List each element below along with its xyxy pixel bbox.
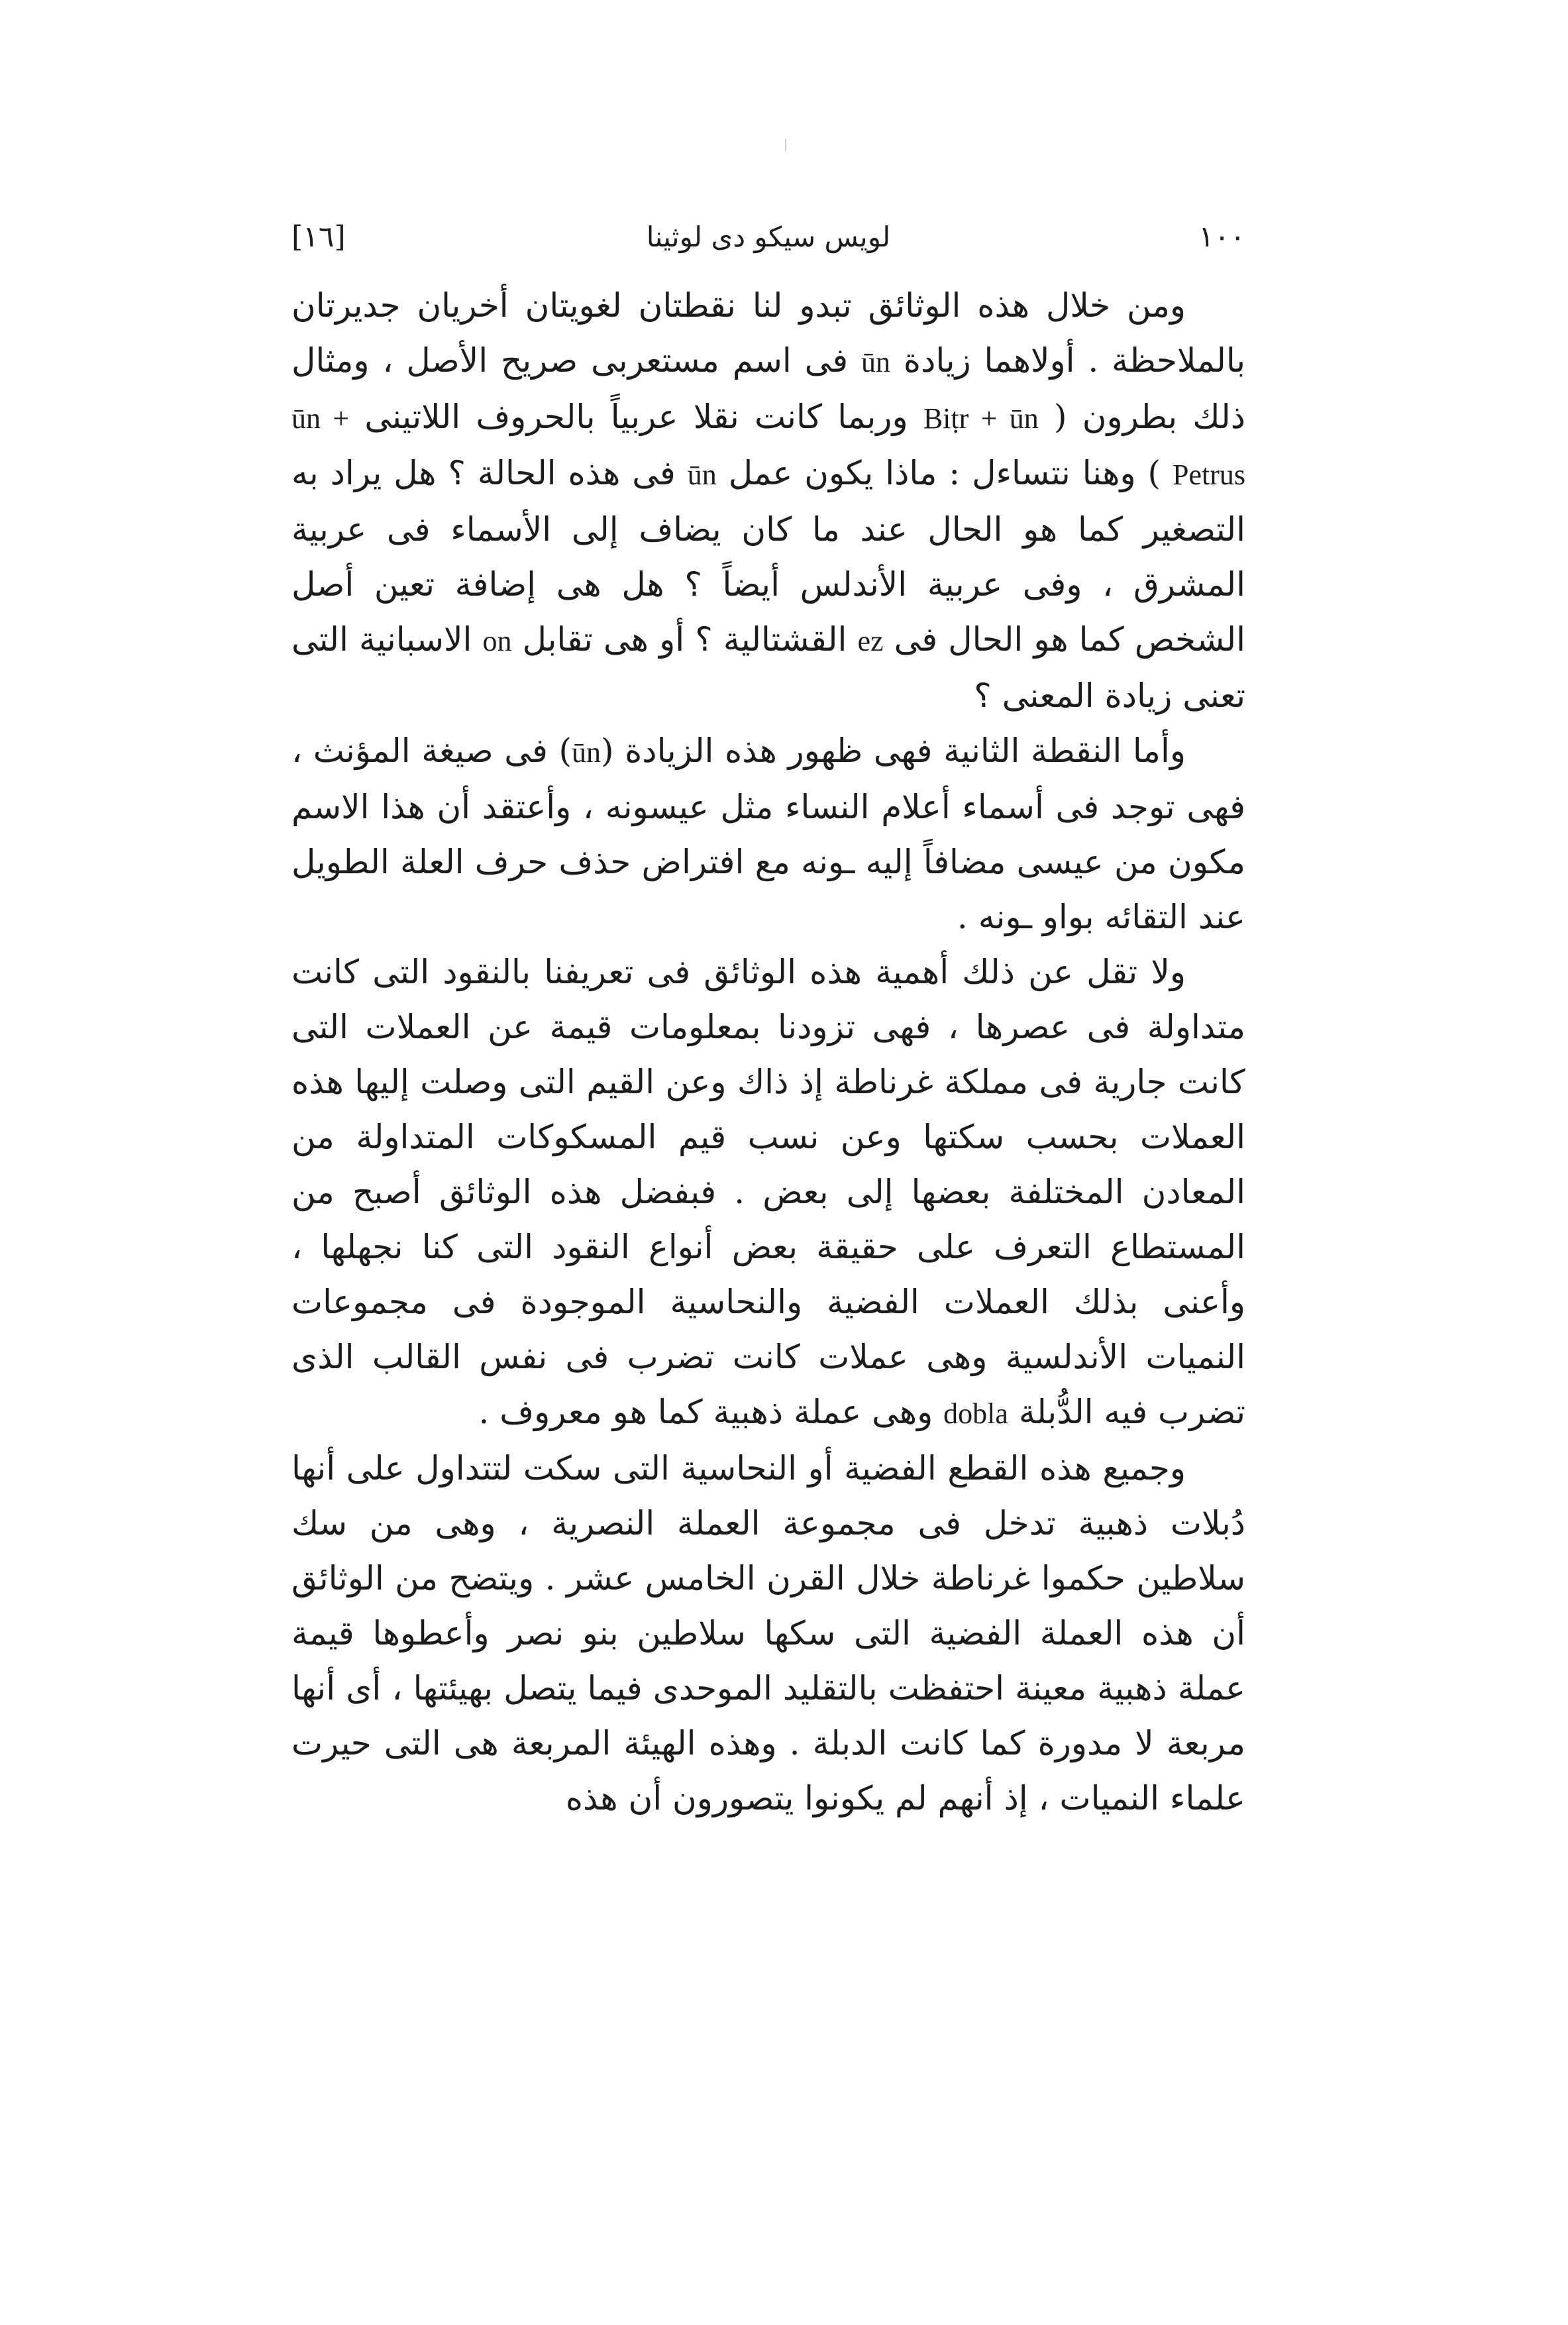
latin-term: ūn — [687, 459, 717, 491]
running-title: لويس سيكو دى لوثينا — [646, 221, 891, 253]
page-number: ١٠٠ — [1198, 220, 1245, 254]
latin-term: ūn + Petrus — [291, 402, 1245, 491]
paragraph-text: وهى عملة ذهبية كما هو معروف . — [478, 1393, 944, 1431]
paragraph-text: القشتالية ؟ أو هى تقابل — [511, 620, 858, 659]
latin-term: ūn — [861, 346, 891, 378]
paragraph — [291, 724, 1245, 945]
latin-term: ūn — [572, 736, 601, 769]
paragraph-text: ولا تقل عن ذلك أهمية هذه الوثائق فى تعريفنا بالنقود التى كانت متداولة فى عصرها ، فهى تزودنا بمعلومات قيمة عن العملات التى كانت جارية فى مملكة غرناطة إذ ذاك وعن القيم التى وصلت إليها هذه العملات بحسب سكتها وعن نسب قيم المسكوكات المتداولة من المعادن المختلفة بعضها إلى بعض . فبفضل هذه الوثائق أصبح من المستطاع التعرف على حقيقة بعض أنواع النقود التى كنا نجهلها ، وأعنى بذلك العملات الفضية والنحاسية الموجودة فى مجموعات النميات الأندلسية وهى عملات كانت تضرب فى نفس القالب الذى تضرب فيه الدُّبلة — [291, 953, 1245, 1431]
paragraph-text: ومن خلال هذه الوثائق تبدو لنا نقطتان لغويتان أخريان جديرتان بالملاحظة . أولاهما زيادة — [291, 286, 1245, 380]
latin-term: Biṭr + ūn — [923, 402, 1039, 435]
paragraph-text: وأما النقطة الثانية فهى ظهور هذه الزيادة ( — [601, 731, 1186, 770]
paragraph-text: الاسبانية التى تعنى زيادة المعنى ؟ — [291, 620, 1245, 715]
paragraph — [291, 945, 1245, 1441]
paragraph-text: وربما كانت نقلا عربياً بالحروف اللاتينى — [349, 398, 923, 436]
paragraph-text: وجميع هذه القطع الفضية أو النحاسية التى سكت لتتداول على أنها دُبلات ذهبية تدخل فى مجموعة العملة النصرية ، وهى من سك سلاطين حكموا غرناطة خلال القرن الخامس عشر . ويتضح من الوثائق أن هذه العملة الفضية التى سكها سلاطين بنو نصر وأعطوها قيمة عملة ذهبية معينة احتفظت بالتقليد الموحدى فيما يتصل بهيئتها ، أى أنها مربعة لا مدورة كما كانت الدبلة . وهذه الهيئة المربعة هى التى حيرت علماء النميات ، إذ أنهم لم يكونوا يتصورون أن هذه — [291, 1449, 1245, 1817]
paragraph — [291, 1441, 1245, 1826]
scan-mark — [785, 139, 786, 151]
paragraph-text: ) وهنا نتساءل : ماذا يكون عمل — [716, 454, 1173, 492]
paragraph-text: ) فى صيغة المؤنث ، فهى توجد فى أسماء أعلام النساء مثل عيسونه ، وأعتقد أن هذا الاسم مكون من عيسى مضافاً إليه ـونه مع افتراض حذف حرف العلة الطويل عند التقائه بواو ـونه . — [291, 731, 1245, 936]
latin-term: on — [482, 625, 512, 657]
running-head — [291, 211, 1245, 264]
latin-term: ez — [857, 625, 884, 657]
section-number: [١٦] — [291, 220, 346, 254]
paragraph-text: فى اسم مستعربى صريح الأصل ، ومثال ذلك بطرون ( — [291, 341, 1245, 436]
latin-term: dobla — [943, 1397, 1008, 1430]
paragraph-text: فى هذه الحالة ؟ هل يراد به التصغير كما هو الحال عند ما كان يضاف إلى الأسماء فى عربية المشرق ، وفى عربية الأندلس أيضاً ؟ هل هى إضافة تعين أصل الشخص كما هو الحال فى — [291, 454, 1245, 659]
body-text — [291, 278, 1245, 1826]
paragraph — [291, 278, 1245, 724]
